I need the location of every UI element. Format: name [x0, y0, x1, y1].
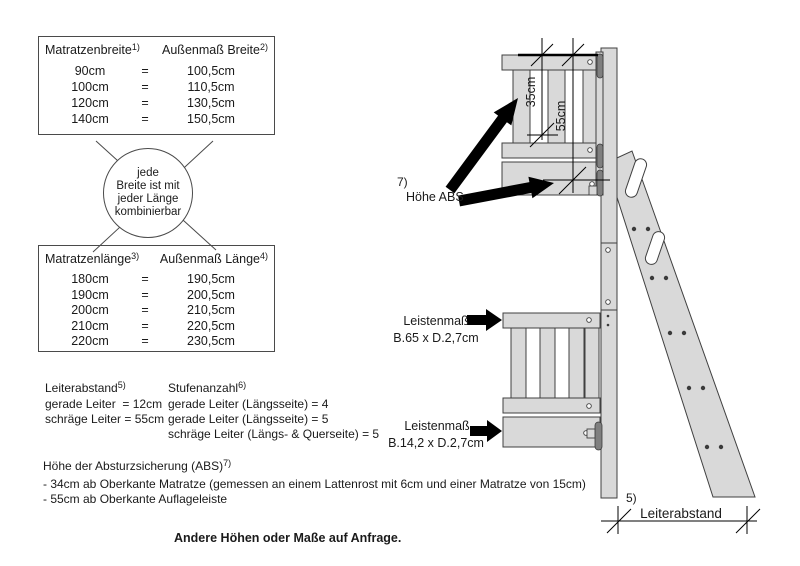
cell: 110,5cm	[187, 80, 235, 94]
guard-slat	[511, 326, 526, 400]
cell: 210cm	[71, 318, 109, 333]
ladder-hole	[668, 331, 672, 335]
length-table-header	[39, 246, 274, 266]
combinability-note	[103, 148, 193, 238]
guard-top-rail	[502, 55, 602, 70]
width-table-header	[39, 37, 274, 57]
cell: =	[141, 334, 149, 348]
cell: 190cm	[71, 287, 109, 302]
section-title: Stufenanzahl$^{6)}$	[168, 380, 247, 395]
cell: 150,5cm	[187, 112, 235, 126]
pin-hole	[607, 315, 610, 318]
rail-arrow	[467, 309, 502, 331]
note-line: jede	[137, 167, 159, 179]
guard-slat	[569, 326, 584, 400]
ladder-hole	[632, 227, 636, 231]
section-line: gerade Leiter (Längsseite) = 4	[168, 397, 329, 411]
note-line: jeder Länge	[117, 193, 179, 205]
hinge-knob	[597, 54, 603, 78]
table-row	[39, 111, 274, 127]
width-table-header-left: Matratzenbreite$^{1)}$	[45, 42, 140, 57]
abs-callout-sup: 7)	[397, 175, 408, 189]
ladder-body	[606, 151, 755, 497]
ladder-hole	[687, 386, 691, 390]
abs-height-section	[43, 459, 586, 507]
mattress-length-table	[38, 245, 275, 352]
hinge-knob	[597, 144, 603, 168]
rail-callout-title: Leistenmaß	[403, 314, 469, 328]
section-title: Höhe der Absturzsicherung (ABS)$^{7)}$	[43, 458, 232, 473]
hinge-latch	[589, 186, 597, 195]
screw	[606, 248, 611, 253]
ladder-distance-section	[45, 381, 164, 427]
dim-55-label: 55cm	[554, 100, 568, 132]
cell: 180cm	[71, 272, 109, 286]
cell: 230,5cm	[187, 334, 235, 348]
cell: 120cm	[71, 96, 109, 110]
ladder-distance-dim-label: Leiterabstand	[640, 506, 722, 521]
hinge-knob	[595, 422, 602, 450]
cell: 200cm	[71, 303, 109, 317]
table-row	[39, 272, 274, 288]
slanted-ladder	[606, 151, 755, 497]
cell: =	[141, 318, 149, 333]
rail-callout-size: B.65 x D.2,7cm	[393, 331, 479, 345]
cell: 220,5cm	[187, 318, 235, 333]
ladder-hole	[701, 386, 705, 390]
ladder-hole	[646, 227, 650, 231]
section-line: - 34cm ab Oberkante Matratze (gemessen an einem Lattenrost mit 6cm und einer Matratze von 15cm)	[43, 477, 586, 491]
note-line: kombinierbar	[114, 206, 182, 218]
board-callout-size: B.14,2 x D.2,7cm	[388, 436, 484, 450]
hinge-latch	[587, 429, 595, 438]
cell: =	[141, 303, 149, 317]
cell: =	[141, 80, 149, 94]
guard-slat	[585, 326, 599, 400]
rail-strip	[503, 313, 600, 328]
screw	[587, 318, 592, 323]
cell: 130,5cm	[187, 96, 235, 110]
ladder-hole	[650, 276, 654, 280]
length-table-rows	[39, 272, 274, 350]
cell: 200,5cm	[187, 287, 235, 302]
ladder-distance-sup: 5)	[626, 491, 637, 505]
screw	[587, 404, 592, 409]
cell: 140cm	[71, 112, 109, 126]
cell: =	[141, 287, 149, 302]
hinge-knob	[597, 170, 603, 196]
length-table-header-right: Außenmaß Länge$^{4)}$	[159, 251, 268, 266]
section-line: gerade Leiter (Längsseite) = 5	[168, 412, 329, 426]
ladder-hole	[719, 445, 723, 449]
table-row	[39, 63, 274, 79]
table-row	[39, 288, 274, 304]
section-line: - 55cm ab Oberkante Auflageleiste	[43, 492, 228, 506]
screw	[588, 60, 593, 65]
footer-note: Andere Höhen oder Maße auf Anfrage.	[174, 531, 402, 545]
section-line: gerade Leiter = 12cm	[45, 397, 163, 411]
lower-guard-rail	[503, 313, 600, 447]
dim-35-label: 35cm	[524, 76, 538, 108]
width-table-rows	[39, 63, 274, 127]
ladder-hole	[682, 331, 686, 335]
length-table-header-left: Matratzenlänge$^{3)}$	[45, 251, 140, 266]
cell: 210,5cm	[187, 303, 235, 317]
board-callout-title: Leistenmaß	[404, 419, 470, 433]
width-table-header-right: Außenmaß Breite$^{2)}$	[162, 42, 268, 57]
cell: 100cm	[71, 80, 109, 94]
screw	[606, 300, 611, 305]
cell: =	[141, 96, 149, 110]
cell: =	[141, 64, 149, 78]
screw	[588, 148, 593, 153]
rail-strip	[503, 398, 600, 413]
cell: 100,5cm	[187, 64, 235, 78]
cell: 90cm	[74, 64, 106, 78]
abs-callout-label: Höhe ABS	[406, 190, 464, 204]
cell: =	[141, 112, 149, 126]
mattress-width-table	[38, 36, 275, 135]
ladder-hole	[664, 276, 668, 280]
table-row	[39, 319, 274, 335]
guard-slat	[540, 326, 555, 400]
section-title: Leiterabstand$^{5)}$	[45, 380, 126, 395]
section-line: schräge Leiter (Längs- & Querseite) = 5	[168, 427, 380, 441]
section-line: schräge Leiter = 55cm	[45, 412, 165, 426]
table-row	[39, 95, 274, 111]
step-count-section	[168, 381, 379, 442]
cell: 220cm	[71, 334, 109, 348]
pin-hole	[607, 324, 610, 327]
ladder-hole	[705, 445, 709, 449]
guard-lower-rail	[502, 143, 602, 158]
cell: 190,5cm	[187, 272, 235, 286]
table-row	[39, 79, 274, 95]
cell: =	[141, 272, 149, 286]
table-row	[39, 303, 274, 319]
note-line: Breite ist mit	[116, 180, 180, 192]
table-row	[39, 334, 274, 350]
